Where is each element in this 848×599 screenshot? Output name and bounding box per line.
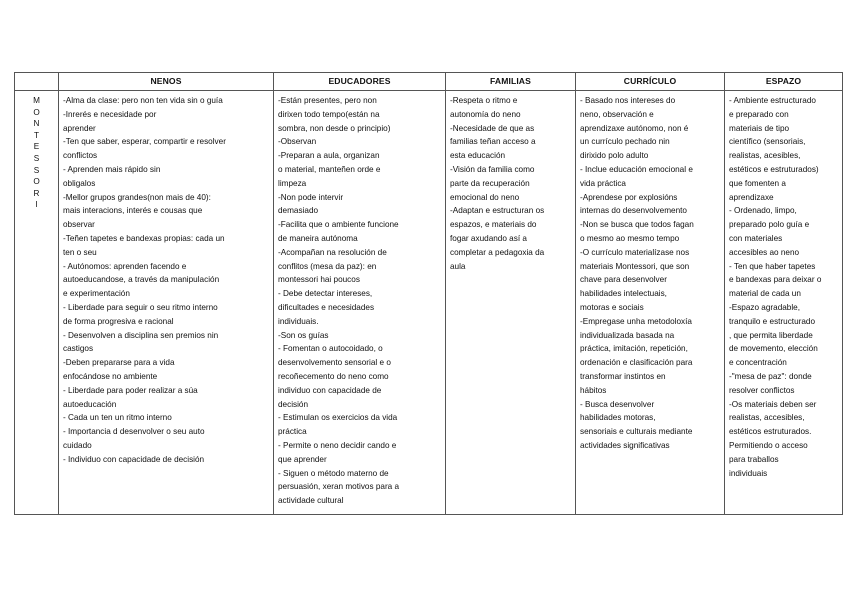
cell-text-line: dificultades e necesidades bbox=[278, 302, 375, 312]
cell-text-line: -Adaptan e estructuran os bbox=[450, 206, 545, 216]
cell-text-line: observar bbox=[63, 220, 95, 230]
cell-text-line: neno, observación e bbox=[580, 109, 654, 119]
row-label-montessori bbox=[15, 91, 59, 515]
cell-educadores bbox=[274, 91, 446, 515]
cell-text-line: individualizada basada na bbox=[580, 330, 675, 340]
cell-text-line: tranquilo e estructurado bbox=[729, 316, 816, 326]
cell-text-line: e preparado con bbox=[729, 109, 789, 119]
cell-text-line: decisión bbox=[278, 399, 309, 409]
cell-text-line: práctica, imitación, repetición, bbox=[580, 344, 688, 354]
cell-text-line: materiais Montessori, que son bbox=[580, 261, 690, 271]
cell-text-line: -Observan bbox=[278, 137, 317, 147]
cell-text-line: -Os materiais deben ser bbox=[729, 399, 817, 409]
cell-text-line: estéticos estruturados. bbox=[729, 427, 812, 437]
cell-text-line: -Non se busca que todos fagan bbox=[580, 220, 694, 230]
cell-text-line: individuais bbox=[729, 468, 768, 478]
cell-text-line: e bandexas para deixar o bbox=[729, 275, 822, 285]
cell-text-line: sombra, non desde o principio) bbox=[278, 123, 391, 133]
cell-familias bbox=[446, 91, 576, 515]
cell-nenos bbox=[59, 91, 274, 515]
cell-text-line: o material, manteñen orde e bbox=[278, 164, 381, 174]
row-label-letter: N bbox=[33, 119, 40, 129]
cell-text-line: realistas, accesibles, bbox=[729, 413, 805, 423]
cell-text-line: e concentración bbox=[729, 358, 787, 368]
cell-text-line: -Están presentes, pero non bbox=[278, 96, 377, 105]
cell-text-line: -O currículo materialízase nos bbox=[580, 247, 690, 257]
cell-text-line: -Aprendese por explosións bbox=[580, 192, 678, 202]
cell-text-line: - Liberdade para seguir o seu ritmo interno bbox=[63, 302, 218, 312]
cell-text-line: , que permita liberdade bbox=[729, 330, 813, 340]
cell-text-line: - Ten que haber tapetes bbox=[729, 261, 816, 271]
cell-text-line: -"mesa de paz": donde bbox=[729, 371, 812, 381]
header-educadores: EDUCADORES bbox=[274, 73, 446, 91]
cell-text-line: resolver conflictos bbox=[729, 385, 795, 395]
cell-text-line: -Alma da clase: pero non ten vida sin o guía bbox=[63, 96, 223, 105]
cell-text-line: preparado polo guía e bbox=[729, 220, 810, 230]
cell-text-line: realistas, acesibles, bbox=[729, 151, 801, 161]
cell-text-line: - Estimulan os exercicios da vida bbox=[278, 413, 398, 423]
cell-text-line: fogar axudando así a bbox=[450, 233, 527, 243]
cell-text-line: esta educación bbox=[450, 151, 506, 161]
cell-text-line: -Deben prepararse para a vida bbox=[63, 358, 175, 368]
cell-text-line: emocional do neno bbox=[450, 192, 520, 202]
row-label-letter: R bbox=[33, 188, 40, 198]
row-label-letter: T bbox=[33, 130, 39, 140]
cell-text-line: limpeza bbox=[278, 178, 307, 188]
cell-text-line: individuo con capacidade de bbox=[278, 385, 382, 395]
cell-text-line: habilidades intelectuais, bbox=[580, 289, 667, 299]
cell-text-line: -Inrerés e necesidade por bbox=[63, 109, 157, 119]
cell-text-line: autonomía do neno bbox=[450, 109, 521, 119]
cell-text-line: - Inclue educación emocional e bbox=[580, 164, 693, 174]
cell-text-line: mais interacions, interés e cousas que bbox=[63, 206, 203, 216]
cell-text-line: sensoriais e culturais mediante bbox=[580, 427, 693, 437]
cell-text-line: desenvolvemento sensorial e o bbox=[278, 358, 391, 368]
cell-text-line: -Mellor grupos grandes(non mais de 40): bbox=[63, 192, 211, 202]
cell-text-line: ordenación e clasificación para bbox=[580, 358, 693, 368]
corner-cell bbox=[15, 73, 59, 91]
cell-text-line: conflitos (mesa da paz): en bbox=[278, 261, 377, 271]
cell-text-line: con materiales bbox=[729, 233, 783, 243]
cell-text-line: dirixen todo tempo(están na bbox=[278, 109, 380, 119]
cell-text-line: espazos, e materiais do bbox=[450, 220, 537, 230]
row-label-letter: O bbox=[33, 177, 40, 187]
cell-text-line: -Visión da familia como bbox=[450, 164, 535, 174]
cell-text-line: chave para desenvolver bbox=[580, 275, 667, 285]
cell-text-line: e experimentación bbox=[63, 289, 130, 299]
cell-text-line: -Facilita que o ambiente funcione bbox=[278, 220, 399, 230]
cell-text-line: individuais. bbox=[278, 316, 319, 326]
cell-text-line: internas do desenvolvemento bbox=[580, 206, 687, 216]
cell-text-line: vida práctica bbox=[580, 178, 626, 188]
row-label-letter: E bbox=[33, 142, 40, 152]
row-label-letter: I bbox=[35, 200, 38, 210]
cell-text-line: - Cada un ten un ritmo interno bbox=[63, 413, 172, 423]
cell-text-line: transformar instintos en bbox=[580, 371, 666, 381]
cell-text-line: enfocándose no ambiente bbox=[63, 371, 158, 381]
cell-text-line: persuasión, xeran motivos para a bbox=[278, 482, 400, 492]
cell-text-line: - Liberdade para poder realizar a súa bbox=[63, 385, 198, 395]
cell-text-line: -Empregase unha metodoloxía bbox=[580, 316, 692, 326]
cell-text-line: - Autónomos: aprenden facendo e bbox=[63, 261, 187, 271]
cell-text-line: -Respeta o ritmo e bbox=[450, 96, 518, 105]
cell-text-line: o mesmo ao mesmo tempo bbox=[580, 233, 680, 243]
cell-text-line: - Desenvolven a disciplina sen premios nin bbox=[63, 330, 219, 340]
cell-text-line: práctica bbox=[278, 427, 307, 437]
cell-text-line: - Fomentan o autocoidado, o bbox=[278, 344, 383, 354]
cell-text-line: recoñecemento do neno como bbox=[278, 371, 389, 381]
cell-text-line: motoras e sociais bbox=[580, 302, 644, 312]
cell-text-line: actividade cultural bbox=[278, 496, 344, 506]
row-label-letter: S bbox=[33, 165, 40, 175]
cell-text-line: conflictos bbox=[63, 151, 98, 161]
cell-text-line: ten o seu bbox=[63, 247, 97, 257]
cell-text-line: Permitiendo o acceso bbox=[729, 440, 808, 450]
cell-text-line: dirixido polo adulto bbox=[580, 151, 649, 161]
cell-espazo bbox=[725, 91, 843, 515]
cell-text-line: montessori hai poucos bbox=[278, 275, 360, 285]
cell-text-line: -Non pode intervir bbox=[278, 192, 344, 202]
montessori-table bbox=[14, 72, 843, 515]
cell-text-line: aula bbox=[450, 261, 466, 271]
cell-text-line: científico (sensoriais, bbox=[729, 137, 806, 147]
cell-curriculo bbox=[576, 91, 725, 515]
cell-text-line: -Ten que saber, esperar, compartir e resolver bbox=[63, 137, 226, 147]
header-row bbox=[15, 73, 843, 91]
cell-text-line: para traballos bbox=[729, 454, 779, 464]
cell-text-line: habilidades motoras, bbox=[580, 413, 656, 423]
cell-text-line: castigos bbox=[63, 344, 94, 354]
cell-text-line: -Acompañan na resolución de bbox=[278, 247, 387, 257]
row-label-letter: S bbox=[33, 153, 40, 163]
header-familias: FAMILIAS bbox=[446, 73, 576, 91]
cell-text-line: - Basado nos intereses do bbox=[580, 96, 676, 105]
cell-text-line: autoeducación bbox=[63, 399, 117, 409]
cell-text-line: accesibles ao neno bbox=[729, 247, 800, 257]
cell-text-line: -Teñen tapetes e bandexas propias: cada un bbox=[63, 233, 225, 243]
cell-text-line: de movemento, elección bbox=[729, 344, 818, 354]
row-label-letter: O bbox=[33, 107, 40, 117]
cell-text-line: -Preparan a aula, organizan bbox=[278, 151, 380, 161]
cell-text-line: - Importancia d desenvolver o seu auto bbox=[63, 427, 205, 437]
cell-text-line: - Siguen o método materno de bbox=[278, 468, 389, 478]
cell-text-line: de forma progresiva e racional bbox=[63, 316, 174, 326]
cell-text-line: -Espazo agradable, bbox=[729, 302, 801, 312]
cell-text-line: que aprender bbox=[278, 454, 327, 464]
cell-text-line: - Aprenden mais rápido sin bbox=[63, 164, 161, 174]
header-espazo: ESPAZO bbox=[725, 73, 843, 91]
cell-text-line: hábitos bbox=[580, 385, 607, 395]
cell-text-line: cuidado bbox=[63, 440, 92, 450]
cell-text-line: demasiado bbox=[278, 206, 319, 216]
cell-text-line: obligalos bbox=[63, 178, 96, 188]
cell-text-line: parte da recuperación bbox=[450, 178, 530, 188]
cell-text-line: - Individuo con capacidade de decisión bbox=[63, 454, 205, 464]
cell-text-line: estéticos e estruturados) bbox=[729, 164, 819, 174]
cell-text-line: -Son os guías bbox=[278, 330, 329, 340]
cell-text-line: un currículo pechado nin bbox=[580, 137, 670, 147]
cell-text-line: - Ambiente estructurado bbox=[729, 96, 816, 105]
header-nenos: NENOS bbox=[59, 73, 274, 91]
cell-text-line: familias teñan acceso a bbox=[450, 137, 536, 147]
cell-text-line: materiais de tipo bbox=[729, 123, 790, 133]
header-curriculo: CURRÍCULO bbox=[576, 73, 725, 91]
cell-text-line: - Debe detectar intereses, bbox=[278, 289, 373, 299]
cell-text-line: - Busca desenvolver bbox=[580, 399, 655, 409]
cell-text-line: aprender bbox=[63, 123, 96, 133]
cell-text-line: - Ordenado, limpo, bbox=[729, 206, 797, 216]
cell-text-line: material de cada un bbox=[729, 289, 801, 299]
cell-text-line: actividades significativas bbox=[580, 440, 670, 450]
cell-text-line: completar a pedagoxia da bbox=[450, 247, 545, 257]
row-label-letter: M bbox=[33, 96, 40, 105]
cell-text-line: - Permite o neno decidir cando e bbox=[278, 440, 397, 450]
cell-text-line: de maneira autónoma bbox=[278, 233, 358, 243]
cell-text-line: aprendizaxe autónomo, non é bbox=[580, 123, 689, 133]
cell-text-line: autoeducandose, a través da manipulación bbox=[63, 275, 220, 285]
cell-text-line: que fomenten a bbox=[729, 178, 786, 188]
montessori-row bbox=[15, 91, 843, 515]
cell-text-line: -Necesidade de que as bbox=[450, 123, 535, 133]
cell-text-line: aprendizaxe bbox=[729, 192, 774, 202]
